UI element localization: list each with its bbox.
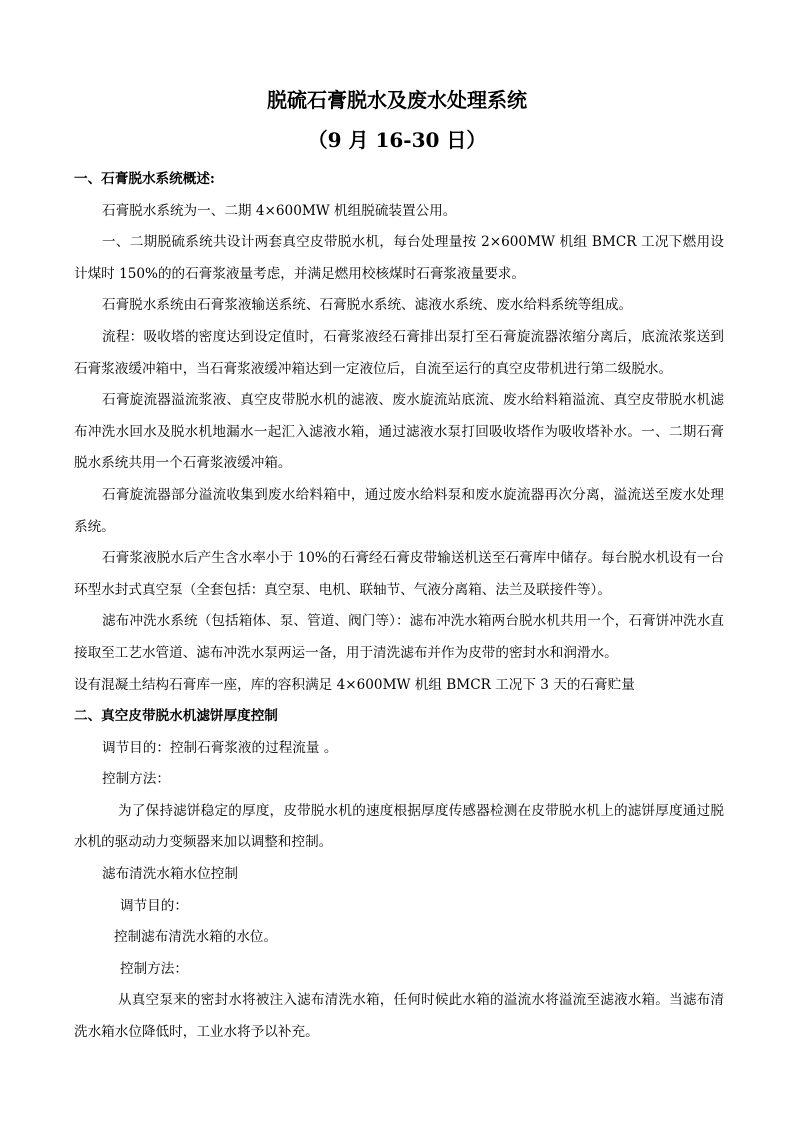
control-method-text: 为了保持滤饼稳定的厚度，皮带脱水机的速度根据厚度传感器检测在皮带脱水机上的滤饼厚度通过脱水机的驱动动力变频器来加以调整和控制。 — [74, 802, 724, 851]
paragraph: 石膏脱水系统由石膏浆液输送系统、石膏脱水系统、滤液水系统、废水给料系统等组成。 — [102, 297, 633, 314]
paragraph: 石膏浆液脱水后产生含水率小于 10%的石膏经石膏皮带输送机送至石膏库中储存。每台脱水机设有一台环型水封式真空泵（全套包括：真空泵、电机、联轴节、气液分离箱、法兰及联接件等）。 — [74, 550, 724, 598]
sub-purpose-text: 控制滤布清洗水箱的水位。 — [114, 929, 278, 946]
paragraph: 一、二期脱硫系统共设计两套真空皮带脱水机，每台处理量按 2×600MW 机组 BMCR 工况下燃用设计煤时 150%的的石膏浆液量考虑，并满足燃用校核煤时石膏浆液量要求。 — [74, 234, 724, 282]
control-method-label: 控制方法： — [102, 771, 170, 788]
subsection-heading: 滤布清洗水箱水位控制 — [102, 866, 238, 883]
document-body — [74, 164, 724, 1049]
sub-purpose-label: 调节目的： — [120, 897, 188, 914]
storage-note: 设有混凝土结构石膏库一座，库的容积满足 4×600MW 机组 BMCR 工况下 3 天的石膏贮量 — [74, 676, 635, 693]
control-purpose: 调节目的：控制石膏浆液的过程流量 。 — [102, 739, 338, 756]
document-title: 脱硫石膏脱水及废水处理系统 — [267, 88, 527, 112]
paragraph: 石膏旋流器溢流浆液、真空皮带脱水机的滤液、废水旋流站底流、废水给料箱溢流、真空皮带脱水机滤布冲洗水回水及脱水机地漏水一起汇入滤液水箱，通过滤液水泵打回吸收塔作为吸收塔补水。一、二期石膏脱水系统共用一个石膏浆液缓冲箱。 — [74, 392, 724, 472]
paragraph: 石膏旋流器部分溢流收集到废水给料箱中，通过废水给料泵和废水旋流器再次分离，溢流送至废水处理系统。 — [74, 486, 724, 535]
document-date-range: （9 月 16-30 日） — [307, 128, 487, 152]
sub-method-label: 控制方法： — [120, 960, 188, 977]
paragraph: 滤布冲洗水系统（包括箱体、泵、管道、阀门等）：滤布冲洗水箱两台脱水机共用一个，石膏饼冲洗水直接取至工艺水管道、滤布冲洗水泵两运一备，用于清洗滤布并作为皮带的密封水和润滑水。 — [74, 613, 724, 661]
sub-method-text: 从真空泵来的密封水将被注入滤布清洗水箱，任何时候此水箱的溢流水将溢流至滤液水箱。当滤布清洗水箱水位降低时，工业水将予以补充。 — [74, 992, 724, 1041]
section-1-heading: 一、石膏脱水系统概述: — [74, 171, 215, 187]
paragraph: 流程：吸收塔的密度达到设定值时，石膏浆液经石膏排出泵打至石膏旋流器浓缩分离后，底流浓浆送到石膏浆液缓冲箱中，当石膏浆液缓冲箱达到一定液位后，自流至运行的真空皮带机进行第二级脱水。 — [74, 328, 724, 377]
section-2-heading: 二、真空皮带脱水机滤饼厚度控制 — [74, 708, 278, 725]
paragraph: 石膏脱水系统为一、二期 4×600MW 机组脱硫装置公用。 — [102, 202, 457, 219]
